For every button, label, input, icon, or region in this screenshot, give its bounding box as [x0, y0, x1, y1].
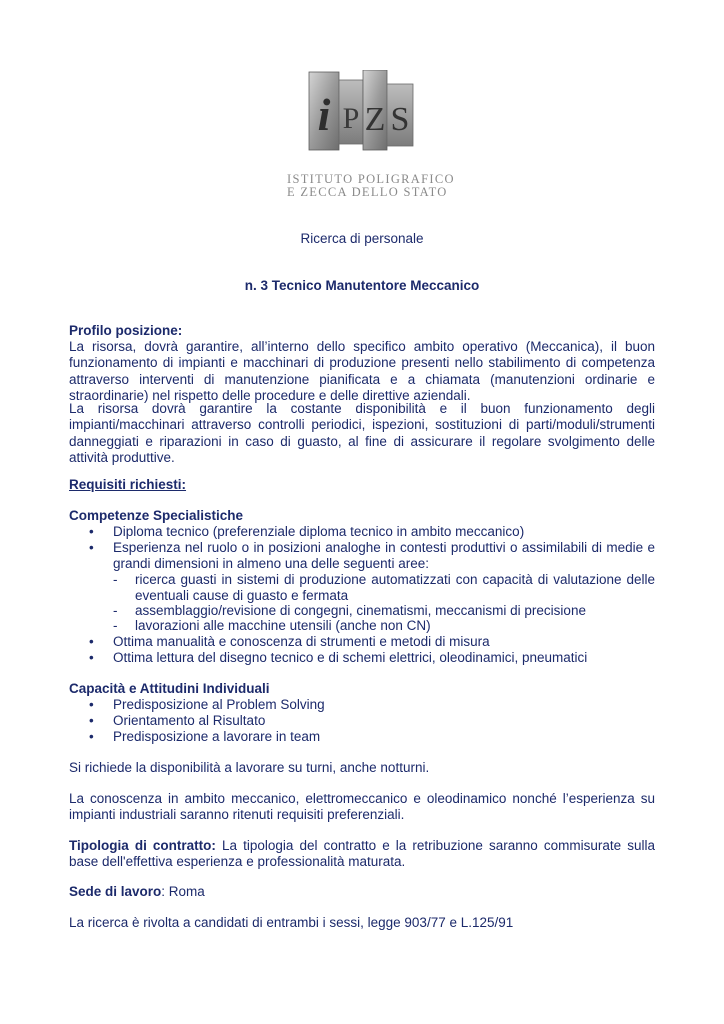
competenza-item-2: Esperienza nel ruolo o in posizioni analoghe in contesti produttivi o assimilabili di medie e grandi dimensioni in almeno una delle seguenti aree:	[113, 540, 655, 572]
contratto-label: Tipologia di contratto:	[69, 838, 216, 853]
competenza-subitem-2: assemblaggio/revisione di congegni, cinematismi, meccanismi di precisione	[135, 603, 586, 618]
document-subtitle: Ricerca di personale	[300, 231, 424, 246]
profilo-paragraph-1: La risorsa, dovrà garantire, all’interno dello specifico ambito operativo (Meccanica), il buon funzionamento di impianti e macchinari di produzione presenti nello stabilimento di competenza attraverso interventi di manutenzione pianificata e a chiamata (manutenzioni ordinarie e straordinarie) nel rispetto delle procedure e delle direttive aziendali.	[69, 339, 655, 403]
sede-text: : Roma	[161, 884, 205, 899]
capacita-item-1: Predisposizione al Problem Solving	[113, 697, 325, 712]
logo-letter-i: i	[317, 89, 331, 140]
capacita-item-3: Predisposizione a lavorare in team	[113, 729, 321, 744]
logo-letter-s: S	[390, 101, 410, 138]
competenza-subitem-3: lavorazioni alle macchine utensili (anche non CN)	[135, 618, 431, 633]
bullet-mark: •	[89, 540, 94, 555]
competenza-item-1: Diploma tecnico (preferenziale diploma tecnico in ambito meccanico)	[113, 524, 525, 539]
conoscenza-paragraph: La conoscenza in ambito meccanico, elettromeccanico e oleodinamico nonché l’esperienza su impianti industriali saranno ritenuti requisiti preferenziali.	[69, 791, 655, 823]
dash-mark: -	[113, 572, 118, 587]
logo-caption-line-1: ISTITUTO POLIGRAFICO	[287, 172, 455, 186]
bullet-mark: •	[89, 524, 94, 539]
capacita-heading: Capacità e Attitudini Individuali	[69, 681, 270, 696]
logo-caption-line-2: E ZECCA DELLO STATO	[287, 185, 448, 199]
competenza-subitem-1: ricerca guasti in sistemi di produzione automatizzati con capacità di valutazione delle eventuali cause di guasto e fermata	[135, 572, 655, 604]
sede-label: Sede di lavoro	[69, 884, 162, 899]
bullet-mark: •	[89, 713, 94, 728]
profilo-heading: Profilo posizione:	[69, 323, 183, 338]
competenza-item-3: Ottima manualità e conoscenza di strumenti e metodi di misura	[113, 634, 490, 649]
profilo-paragraph-2: La risorsa dovrà garantire la costante disponibilità e il buon funzionamento degli impianti/macchinari attraverso controlli periodici, ispezioni, sostituzioni di parti/moduli/strumenti danneggiati e riparazioni in caso di guasto, al fine di assicurare il regolare svolgimento delle attività produttive.	[69, 401, 655, 465]
document-title: n. 3 Tecnico Manutentore Meccanico	[244, 278, 480, 293]
bullet-mark: •	[89, 697, 94, 712]
logo-letter-p: P	[342, 102, 360, 135]
contratto-paragraph	[69, 838, 655, 871]
contratto-text: La tipologia del contratto e la retribuzione saranno commisurate sulla base dell'effettiva esperienza e professionalità maturata.	[69, 838, 655, 870]
dash-mark: -	[113, 618, 118, 633]
ipzs-logo	[305, 70, 415, 152]
sede-paragraph	[69, 884, 655, 900]
footer-note: La ricerca è rivolta a candidati di entrambi i sessi, legge 903/77 e L.125/91	[69, 915, 514, 930]
logo-letter-z: Z	[364, 101, 386, 138]
turni-paragraph: Si richiede la disponibilità a lavorare su turni, anche notturni.	[69, 760, 430, 775]
logo-caption	[287, 172, 455, 199]
capacita-item-2: Orientamento al Risultato	[113, 713, 266, 728]
bullet-mark: •	[89, 634, 94, 649]
competenza-item-4: Ottima lettura del disegno tecnico e di schemi elettrici, oleodinamici, pneumatici	[113, 650, 588, 665]
dash-mark: -	[113, 603, 118, 618]
competenze-heading: Competenze Specialistiche	[69, 508, 244, 523]
bullet-mark: •	[89, 650, 94, 665]
requisiti-heading: Requisiti richiesti:	[69, 477, 187, 492]
bullet-mark: •	[89, 729, 94, 744]
